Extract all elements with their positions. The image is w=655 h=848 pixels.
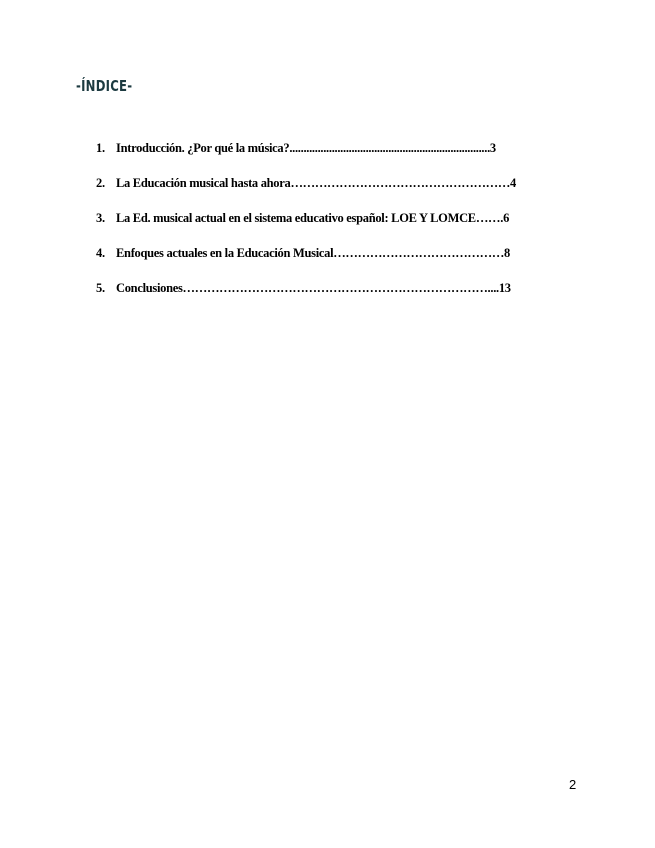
toc-item-number: 4. <box>96 246 105 260</box>
table-of-contents <box>96 141 556 316</box>
toc-item-educacion-musical <box>96 176 556 211</box>
toc-item-introduccion <box>96 141 556 176</box>
toc-item-loe-lomce <box>96 211 556 246</box>
toc-item-text: La Ed. musical actual en el sistema educativo español: LOE Y LOMCE…….6 <box>116 211 510 225</box>
page-number: 2 <box>569 777 577 792</box>
toc-item-number: 2. <box>96 176 105 190</box>
toc-item-text: La Educación musical hasta ahora………………………………………………4 <box>116 176 517 190</box>
toc-item-text: Introducción. ¿Por qué la música?.......................................................................3 <box>116 141 496 155</box>
toc-item-conclusiones <box>96 281 556 316</box>
toc-item-number: 1. <box>96 141 105 155</box>
toc-item-number: 3. <box>96 211 105 225</box>
toc-item-text: Enfoques actuales en la Educación Musical……………………………………8 <box>116 246 510 260</box>
index-title: -ÍNDICE- <box>76 77 133 95</box>
toc-item-text: Conclusiones…………………………………………………………………....13 <box>116 281 511 295</box>
toc-item-number: 5. <box>96 281 105 295</box>
toc-item-enfoques <box>96 246 556 281</box>
